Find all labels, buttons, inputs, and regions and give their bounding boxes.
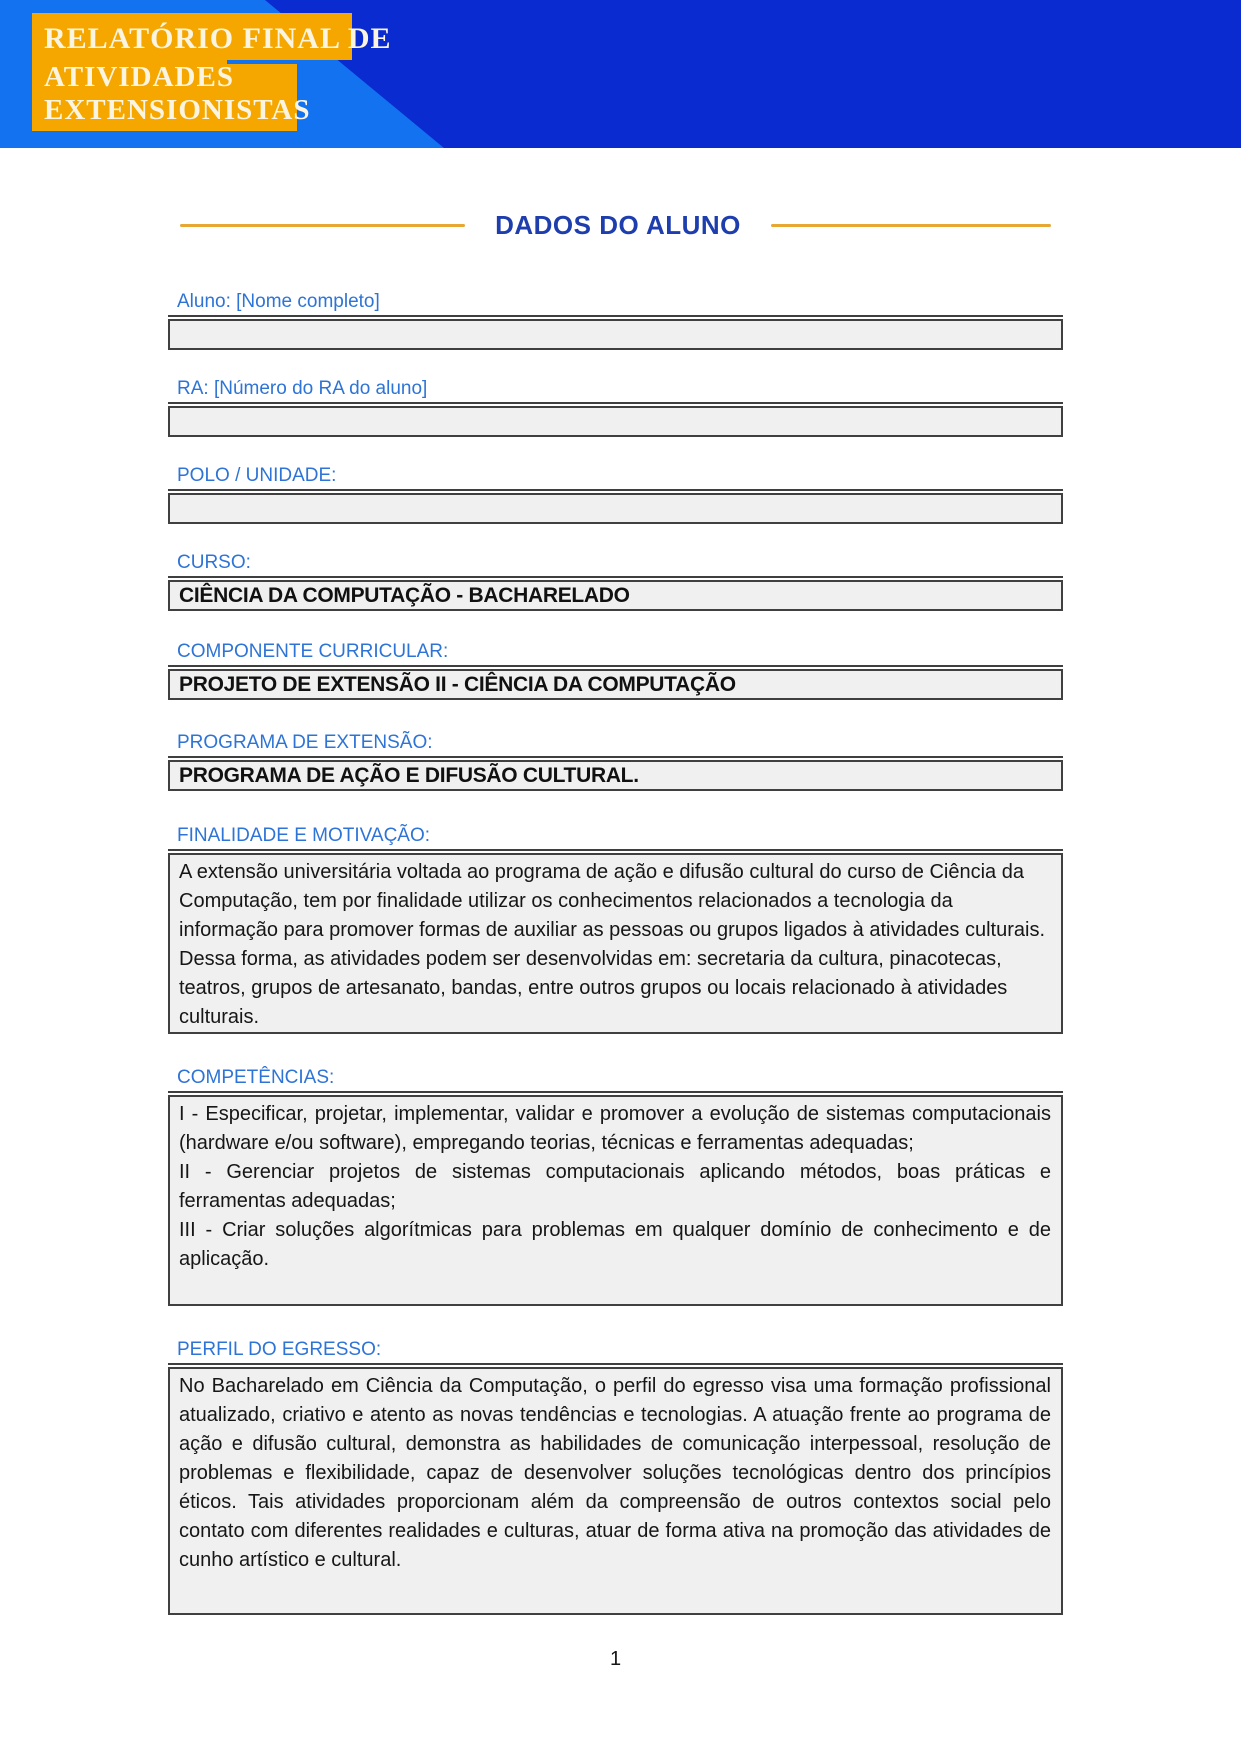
competencia-item-3: III - Criar soluções algorítmicas para problemas em qualquer domínio de conhecimento e de aplicação. [179, 1219, 1051, 1270]
field-polo-unidade-input[interactable] [168, 493, 1063, 524]
field-finalidade-motivacao-label: FINALIDADE E MOTIVAÇÃO: [168, 825, 1063, 851]
field-perfil-egresso-text [168, 1367, 1063, 1615]
finalidade-paragraph: A extensão universitária voltada ao programa de ação e difusão cultural do curso de Ciência da Computação, tem por finalidade utilizar os conhecimentos relacionados a tecnologia da informação para promover formas de auxiliar as pessoas ou grupos ligados à atividades culturais. Dessa forma, as atividades podem ser desenvolvidas em: secretaria da cultura, pinacotecas, teatros, grupos de artesanato, bandas, entre outros grupos ou locais relacionado à atividades culturais. [179, 861, 1046, 1028]
field-perfil-egresso [168, 1339, 1063, 1615]
banner-title-line2: ATIVIDADES [44, 61, 234, 93]
form-content [168, 148, 1063, 1671]
perfil-paragraph: No Bacharelado em Ciência da Computação, o perfil do egresso visa uma formação profissional atualizado, criativo e atento as novas tendências e tecnologias. A atuação frente ao programa de ação e difusão cultural, demonstra as habilidades de comunicação interpessoal, resolução de problemas e flexibilidade, capaz de desenvolver soluções tecnológicas dentro dos princípios éticos. Tais atividades proporcionam além da compreensão de outros contextos social pelo contato com diferentes realidades e culturas, atuar de forma ativa na promoção das atividades de cunho artístico e cultural. [179, 1375, 1051, 1571]
field-ra-label: RA: [Número do RA do aluno] [168, 378, 1063, 404]
field-programa-extensao-label: PROGRAMA DE EXTENSÃO: [168, 732, 1063, 758]
field-ra [168, 378, 1063, 437]
field-programa-extensao [168, 732, 1063, 791]
header-banner [0, 0, 1241, 148]
field-ra-input[interactable] [168, 406, 1063, 437]
field-componente-curricular-label: COMPONENTE CURRICULAR: [168, 641, 1063, 667]
field-componente-curricular-value: PROJETO DE EXTENSÃO II - CIÊNCIA DA COMPUTAÇÃO [168, 669, 1063, 700]
field-programa-extensao-value: PROGRAMA DE AÇÃO E DIFUSÃO CULTURAL. [168, 760, 1063, 791]
field-curso-label: CURSO: [168, 552, 1063, 578]
field-curso-value: CIÊNCIA DA COMPUTAÇÃO - BACHARELADO [168, 580, 1063, 611]
field-finalidade-motivacao [168, 825, 1063, 1034]
section-title-row [168, 211, 1063, 239]
section-title: DADOS DO ALUNO [495, 210, 741, 240]
field-aluno-input[interactable] [168, 319, 1063, 350]
competencia-item-2: II - Gerenciar projetos de sistemas computacionais aplicando métodos, boas práticas e ferramentas adequadas; [179, 1161, 1051, 1212]
field-polo-unidade-label: POLO / UNIDADE: [168, 465, 1063, 491]
competencia-item-1: I - Especificar, projetar, implementar, validar e promover a evolução de sistemas computacionais (hardware e/ou software), empregando teorias, técnicas e ferramentas adequadas; [179, 1103, 1051, 1154]
field-aluno [168, 291, 1063, 350]
banner-title-line3: EXTENSIONISTAS [44, 94, 311, 126]
field-componente-curricular [168, 641, 1063, 700]
field-polo-unidade [168, 465, 1063, 524]
field-finalidade-motivacao-text [168, 853, 1063, 1034]
field-competencias-text [168, 1095, 1063, 1306]
title-rule-right [771, 224, 1051, 227]
field-competencias [168, 1067, 1063, 1306]
field-perfil-egresso-label: PERFIL DO EGRESSO: [168, 1339, 1063, 1365]
page-number: 1 [609, 1648, 622, 1670]
banner-title-line1: RELATÓRIO FINAL DE [44, 22, 392, 55]
field-competencias-label: COMPETÊNCIAS: [168, 1067, 1063, 1093]
field-curso [168, 552, 1063, 611]
field-aluno-label: Aluno: [Nome completo] [168, 291, 1063, 317]
title-rule-left [180, 224, 465, 227]
banner-orange-step [227, 64, 297, 92]
